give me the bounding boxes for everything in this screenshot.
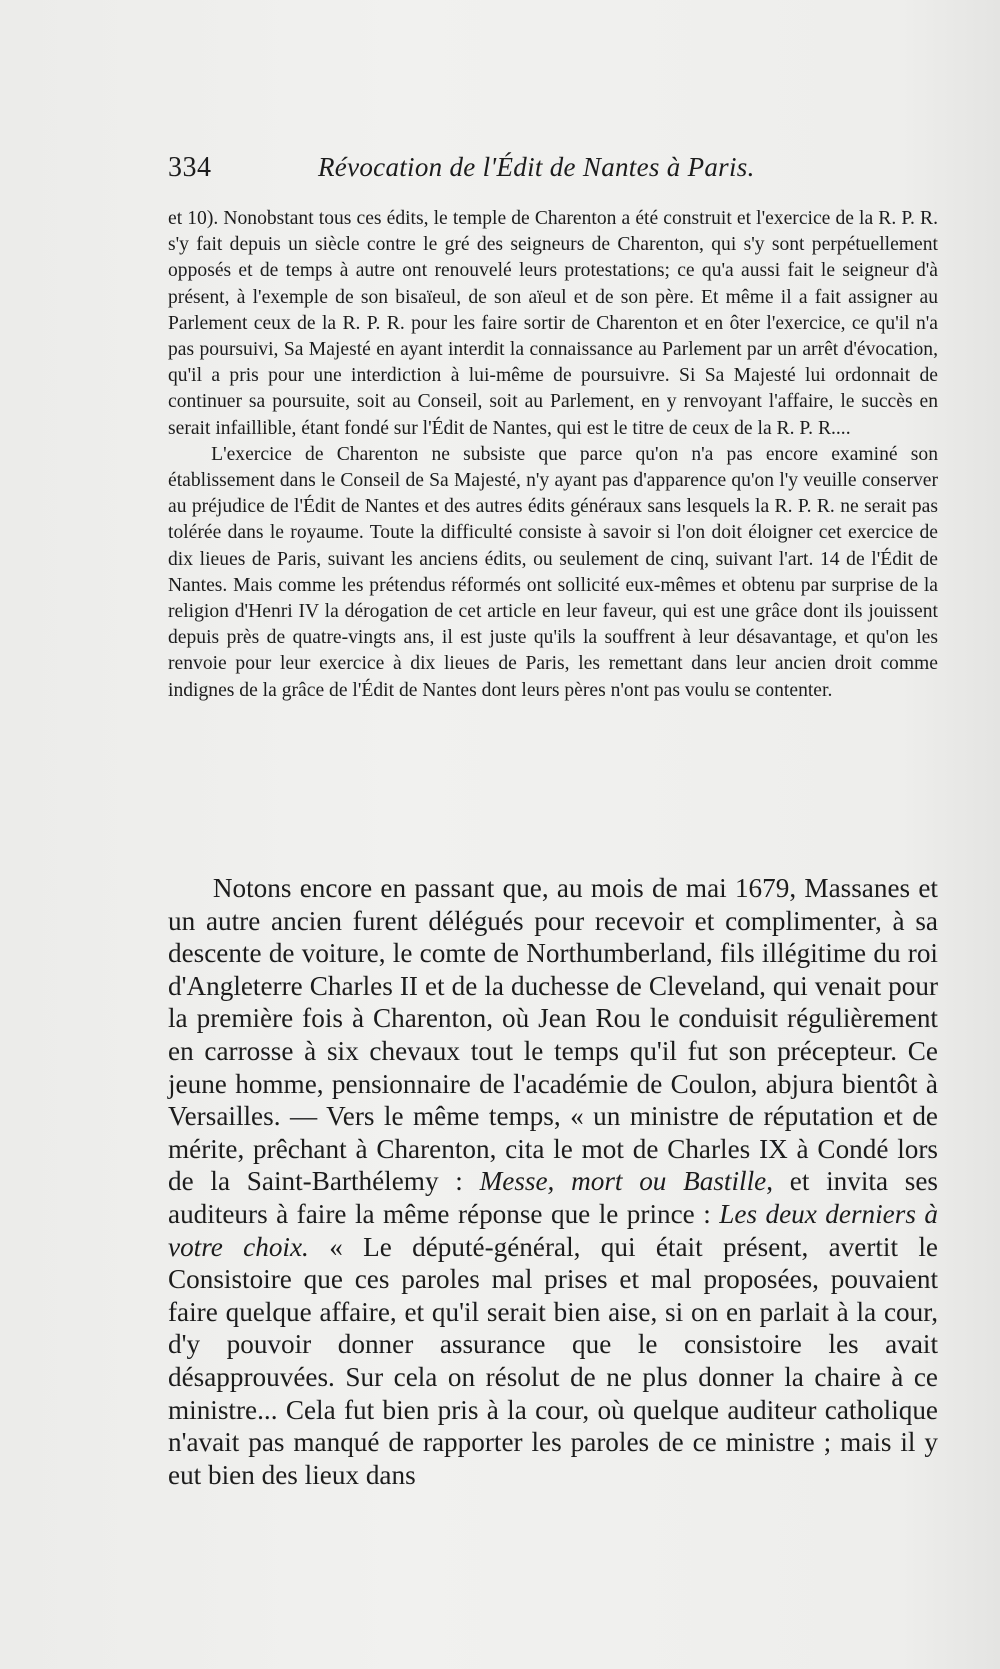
main-text-block bbox=[168, 872, 938, 1491]
running-title: Révocation de l'Édit de Nantes à Paris. bbox=[318, 152, 755, 182]
page-number: 334 bbox=[168, 152, 212, 183]
page-header bbox=[168, 152, 938, 192]
main-text-segment-3: « Le député-général, qui était présent, avertit le Consistoire que ces paroles mal prises et mal proposées, pouvaient faire quelque affaire, et qu'il serait bien aise, si on en parlait à la cour, d'y pouvoir donner assurance que le consistoire les avait désapprouvées. Sur cela on résolut de ne plus donner la chaire à ce ministre... Cela fut bien pris à la cour, où quelque auditeur catholique n'avait pas manqué de rapporter les paroles de ce ministre ; mais il y eut bien des lieux dans bbox=[168, 1231, 938, 1490]
main-text-segment-1: Notons encore en passant que, au mois de mai 1679, Massanes et un autre ancien furent délégués pour recevoir et complimenter, à sa descente de voiture, le comte de Northumberland, fils illégitime du roi d'Angleterre Charles II et de la duchesse de Cleveland, qui venait pour la première fois à Charenton, où Jean Rou le conduisit régulièrement en carrosse à six chevaux tout le temps qu'il fut son précepteur. Ce jeune homme, pensionnaire de l'académie de Coulon, abjura bientôt à Versailles. — Vers le même temps, « un ministre de réputation et de mérite, prêchant à Charenton, cita le mot de Charles IX à Condé lors de la Saint-Barthélemy : bbox=[168, 873, 938, 1197]
main-paragraph bbox=[168, 872, 938, 1491]
quoted-document-block bbox=[168, 206, 938, 704]
italic-quote-choix: Les deux derniers à votre choix. bbox=[168, 1198, 938, 1262]
main-text-segment-2: , et invita ses auditeurs à faire la même réponse que le prince : bbox=[168, 1166, 939, 1229]
italic-quote-messe: Messe, mort ou Bastille bbox=[479, 1166, 767, 1197]
quote-paragraph-2: L'exercice de Charenton ne subsiste que parce qu'on n'a pas encore examiné son établissement dans le Conseil de Sa Majesté, n'y ayant pas d'apparence qu'on l'y veuille conserver au préjudice de l'Édit de Nantes et des autres édits généraux sans lesquels la R. P. R. ne serait pas tolérée dans le royaume. Toute la difficulté consiste à savoir si l'on doit éloigner cet exercice de dix lieues de Paris, suivant les anciens édits, ou seulement de cinq, suivant l'art. 14 de l'Édit de Nantes. Mais comme les prétendus réformés ont sollicité eux-mêmes et obtenu par surprise de la religion d'Henri IV la dérogation de cet article en leur faveur, qui est une grâce dont ils jouissent depuis près de quatre-vingts ans, il est juste qu'ils la souffrent à leur désavantage, et qu'on les renvoie pour leur exercice à dix lieues de Paris, les remettant dans leur ancien droit comme indignes de la grâce de l'Édit de Nantes dont leurs pères n'ont pas voulu se contenter. bbox=[168, 443, 938, 701]
quote-paragraph-1: et 10). Nonobstant tous ces édits, le temple de Charenton a été construit et l'exercice de la R. P. R. s'y fait depuis un siècle contre le gré des seigneurs de Charenton, qui s'y sont perpétuellement opposés et de temps à autre ont renouvelé leurs protestations; ce qu'a aussi fait le seigneur d'à présent, à l'exemple de son bisaïeul, de son aïeul et de son père. Et même il a fait assigner au Parlement ceux de la R. P. R. pour les faire sortir de Charenton et en ôter l'exercice, ce qu'il n'a pas poursuivi, Sa Majesté en ayant interdit la connaissance au Parlement par un arrêt d'évocation, qu'il a pris pour une interdiction à lui-même de poursuivre. Si Sa Majesté lui ordonnait de continuer sa poursuite, soit au Conseil, soit au Parlement, en y renvoyant l'affaire, le succès en serait infaillible, étant fondé sur l'Édit de Nantes, qui est le titre de ceux de la R. P. R.... bbox=[168, 208, 938, 439]
